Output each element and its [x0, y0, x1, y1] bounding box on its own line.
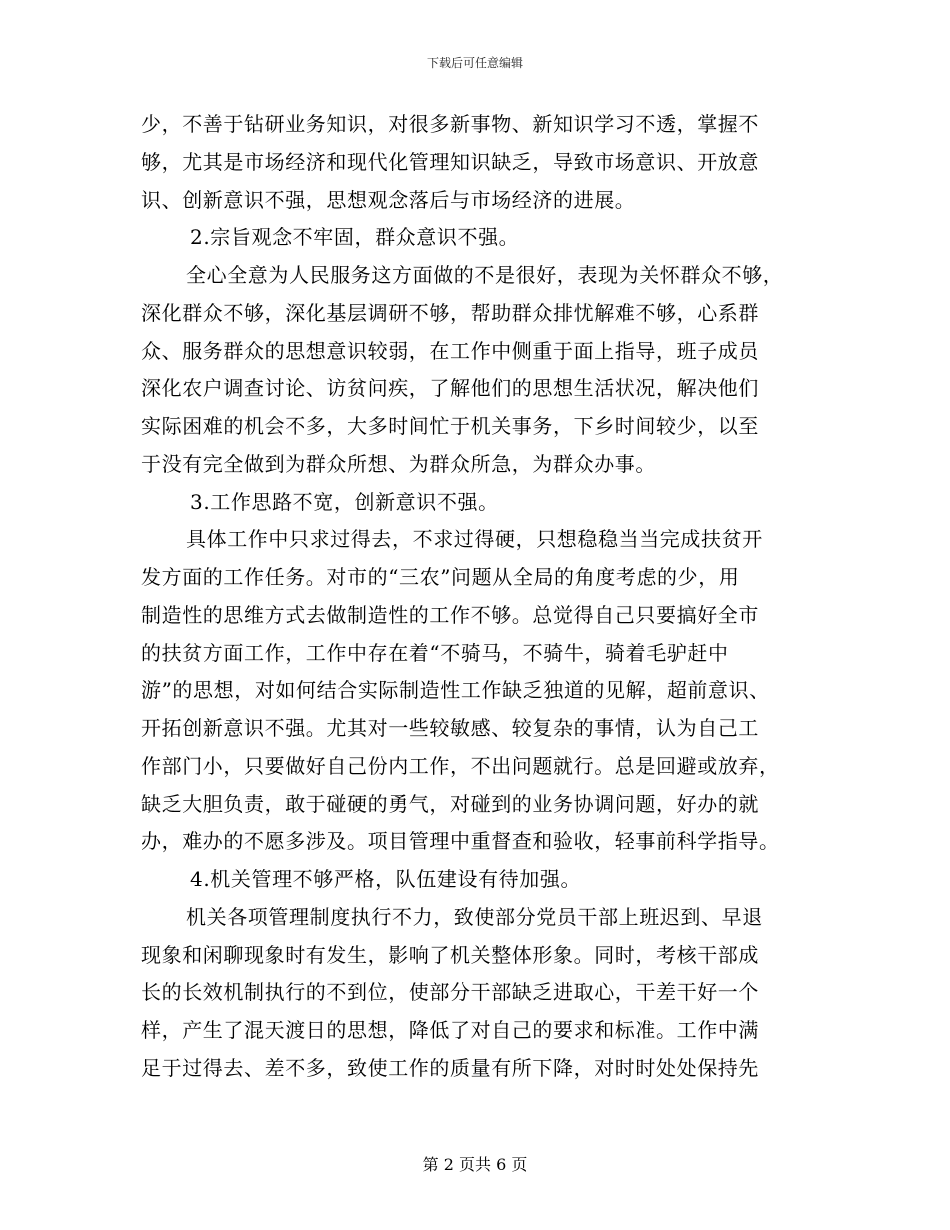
paragraph-line: 制造性的思维方式去做制造性的工作不够。总觉得自己只要搞好全市 — [141, 602, 759, 627]
paragraph-line: 够，尤其是市场经济和现代化管理知识缺乏，导致市场意识、开放意 — [141, 149, 759, 174]
paragraph-line: 长的长效机制执行的不到位，使部分干部缺乏进取心，干差干好一个 — [141, 980, 759, 1005]
paragraph-line: 足于过得去、差不多，致使工作的质量有所下降，对时时处处保持先 — [141, 1055, 759, 1080]
paragraph-line: 游”的思想，对如何结合实际制造性工作缺乏独道的见解，超前意识、 — [141, 678, 770, 703]
page-footer: 第 2 页共 6 页 — [422, 1155, 528, 1174]
paragraph-line: 作部门小，只要做好自己份内工作，不出问题就行。总是回避或放弃， — [141, 753, 780, 778]
paragraph-line: 于没有完全做到为群众所想、为群众所急，为群众办事。 — [141, 451, 656, 476]
paragraph-line: 深化农户调查讨论、访贫问疾，了解他们的思想生活状况，解决他们 — [141, 376, 759, 401]
paragraph-line: 的扶贫方面工作，工作中存在着“不骑马，不骑牛，骑着毛驴赶中 — [141, 640, 729, 665]
paragraph-line: 众、服务群众的思想意识较弱，在工作中侧重于面上指导，班子成员 — [141, 338, 759, 363]
paragraph-line: 深化群众不够，深化基层调研不够，帮助群众排忧解难不够，心系群 — [141, 300, 759, 325]
section-heading: 4.机关管理不够严格，队伍建设有待加强。 — [190, 867, 582, 891]
paragraph-line: 少，不善于钻研业务知识，对很多新事物、新知识学习不透，掌握不 — [141, 112, 759, 136]
paragraph-line: 样，产生了混天渡日的思想，降低了对自己的要求和标准。工作中满 — [141, 1018, 759, 1042]
paragraph-line: 全心全意为人民服务这方面做的不是很好，表现为关怀群众不够， — [186, 263, 784, 287]
paragraph-line: 现象和闲聊现象时有发生，影响了机关整体形象。同时，考核干部成 — [141, 942, 759, 967]
paragraph-line: 具体工作中只求过得去，不求过得硬，只想稳稳当当完成扶贫开 — [186, 527, 763, 552]
paragraph-line: 机关各项管理制度执行不力，致使部分党员干部上班迟到、早退 — [186, 904, 763, 929]
page-header: 下载后可任意编辑 — [426, 56, 523, 70]
paragraph-line: 发方面的工作任务。对市的“三农”问题从全局的角度考虑的少，用 — [141, 565, 740, 589]
paragraph-line: 识、创新意识不强，思想观念落后与市场经济的进展。 — [141, 187, 636, 212]
paragraph-line: 实际困难的机会不多，大多时间忙于机关事务，下乡时间较少，以至 — [141, 414, 759, 438]
paragraph-line: 缺乏大胆负责，敢于碰硬的勇气，对碰到的业务协调问题，好办的就 — [141, 791, 759, 816]
section-heading: 3.工作思路不宽，创新意识不强。 — [190, 489, 499, 514]
paragraph-line: 办，难办的不愿多涉及。项目管理中重督查和验收，轻事前科学指导。 — [141, 829, 780, 854]
paragraph-line: 开拓创新意识不强。尤其对一些较敏感、较复杂的事情，认为自己工 — [141, 716, 759, 740]
section-heading: 2.宗旨观念不牢固，群众意识不强。 — [190, 225, 520, 250]
document-body — [141, 106, 809, 1088]
